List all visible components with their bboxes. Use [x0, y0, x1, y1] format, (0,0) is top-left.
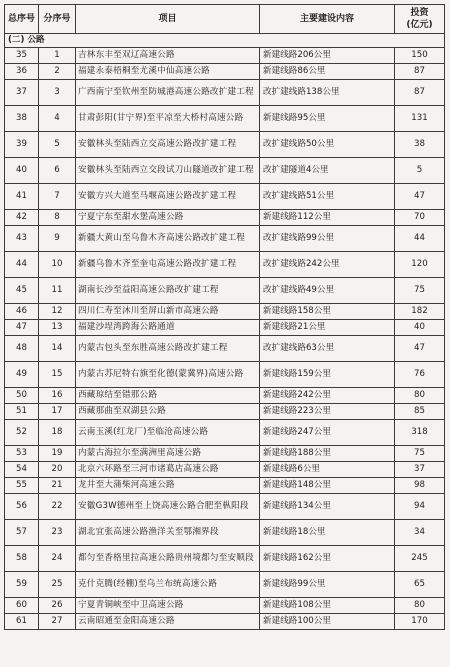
total-no-cell: 35 — [5, 48, 39, 64]
table-row — [5, 572, 445, 598]
project-name-cell: 西藏琼结至错那公路 — [76, 388, 260, 404]
total-no-cell: 54 — [5, 462, 39, 478]
content-cell: 新建线路148公里 — [260, 478, 395, 494]
investment-cell: 87 — [395, 80, 445, 106]
sub-no-cell: 14 — [39, 336, 76, 362]
sub-no-cell: 27 — [39, 614, 76, 630]
sub-no-cell: 8 — [39, 210, 76, 226]
content-cell: 新建线路134公里 — [260, 494, 395, 520]
content-cell: 改扩建线路50公里 — [260, 132, 395, 158]
investment-cell: 245 — [395, 546, 445, 572]
table-row — [5, 420, 445, 446]
investment-cell: 318 — [395, 420, 445, 446]
table-row — [5, 362, 445, 388]
investment-cell: 87 — [395, 64, 445, 80]
table-row — [5, 598, 445, 614]
total-no-cell: 47 — [5, 320, 39, 336]
project-name-cell: 新疆乌鲁木齐至奎屯高速公路改扩建工程 — [76, 252, 260, 278]
table-row — [5, 614, 445, 630]
content-cell: 新建线路95公里 — [260, 106, 395, 132]
sub-no-cell: 1 — [39, 48, 76, 64]
content-cell: 新建线路18公里 — [260, 520, 395, 546]
investment-cell: 80 — [395, 388, 445, 404]
project-name-cell: 内蒙古包头至东胜高速公路改扩建工程 — [76, 336, 260, 362]
content-cell: 新建线路247公里 — [260, 420, 395, 446]
sub-no-cell: 17 — [39, 404, 76, 420]
project-name-cell: 宁夏青铜峡至中卫高速公路 — [76, 598, 260, 614]
investment-cell: 65 — [395, 572, 445, 598]
header-total-no: 总序号 — [5, 5, 39, 34]
content-cell: 新建线路6公里 — [260, 462, 395, 478]
project-name-cell: 北京六环路至三河市诸葛店高速公路 — [76, 462, 260, 478]
table-row — [5, 80, 445, 106]
content-cell: 新建线路86公里 — [260, 64, 395, 80]
table-header-row — [5, 5, 445, 34]
sub-no-cell: 16 — [39, 388, 76, 404]
table-row — [5, 404, 445, 420]
table-row — [5, 520, 445, 546]
content-cell: 改扩建线路242公里 — [260, 252, 395, 278]
sub-no-cell: 7 — [39, 184, 76, 210]
content-cell: 新建线路99公里 — [260, 572, 395, 598]
project-name-cell: 内蒙古苏尼特右旗至化德(蒙冀界)高速公路 — [76, 362, 260, 388]
content-cell: 新建线路159公里 — [260, 362, 395, 388]
investment-cell: 40 — [395, 320, 445, 336]
content-cell: 改扩建线路99公里 — [260, 226, 395, 252]
table-row — [5, 304, 445, 320]
table-row — [5, 48, 445, 64]
content-cell: 新建线路188公里 — [260, 446, 395, 462]
total-no-cell: 40 — [5, 158, 39, 184]
sub-no-cell: 18 — [39, 420, 76, 446]
sub-no-cell: 23 — [39, 520, 76, 546]
table-row — [5, 336, 445, 362]
table-row — [5, 132, 445, 158]
project-name-cell: 四川仁寿至沐川至屏山新市高速公路 — [76, 304, 260, 320]
total-no-cell: 44 — [5, 252, 39, 278]
section-row — [5, 34, 445, 48]
investment-cell: 76 — [395, 362, 445, 388]
total-no-cell: 56 — [5, 494, 39, 520]
sub-no-cell: 21 — [39, 478, 76, 494]
investment-cell: 94 — [395, 494, 445, 520]
project-table — [4, 4, 445, 630]
investment-cell: 38 — [395, 132, 445, 158]
project-name-cell: 安徽林头至陆西立交高速公路改扩建工程 — [76, 132, 260, 158]
total-no-cell: 45 — [5, 278, 39, 304]
table-row — [5, 278, 445, 304]
total-no-cell: 36 — [5, 64, 39, 80]
investment-cell: 47 — [395, 184, 445, 210]
content-cell: 新建线路100公里 — [260, 614, 395, 630]
project-name-cell: 吉林东丰至双辽高速公路 — [76, 48, 260, 64]
sub-no-cell: 19 — [39, 446, 76, 462]
investment-cell: 131 — [395, 106, 445, 132]
sub-no-cell: 5 — [39, 132, 76, 158]
table-row — [5, 546, 445, 572]
table-row — [5, 64, 445, 80]
sub-no-cell: 25 — [39, 572, 76, 598]
investment-cell: 85 — [395, 404, 445, 420]
sub-no-cell: 13 — [39, 320, 76, 336]
total-no-cell: 59 — [5, 572, 39, 598]
total-no-cell: 52 — [5, 420, 39, 446]
table-row — [5, 252, 445, 278]
project-name-cell: 云南玉溪(红龙厂)至临沧高速公路 — [76, 420, 260, 446]
total-no-cell: 58 — [5, 546, 39, 572]
content-cell: 改扩建线路138公里 — [260, 80, 395, 106]
header-content: 主要建设内容 — [260, 5, 395, 34]
table-row — [5, 388, 445, 404]
sub-no-cell: 11 — [39, 278, 76, 304]
project-name-cell: 新疆大黄山至乌鲁木齐高速公路改扩建工程 — [76, 226, 260, 252]
content-cell: 新建线路223公里 — [260, 404, 395, 420]
project-name-cell: 龙井至大蒲柴河高速公路 — [76, 478, 260, 494]
total-no-cell: 39 — [5, 132, 39, 158]
total-no-cell: 49 — [5, 362, 39, 388]
table-row — [5, 462, 445, 478]
project-name-cell: 安徽G3W德州至上饶高速公路合肥至枞阳段 — [76, 494, 260, 520]
total-no-cell: 37 — [5, 80, 39, 106]
document-page — [4, 4, 444, 663]
total-no-cell: 55 — [5, 478, 39, 494]
investment-cell: 75 — [395, 446, 445, 462]
investment-cell: 98 — [395, 478, 445, 494]
table-row — [5, 446, 445, 462]
investment-cell: 5 — [395, 158, 445, 184]
project-name-cell: 福建沙埕湾跨海公路通道 — [76, 320, 260, 336]
table-row — [5, 494, 445, 520]
content-cell: 改扩建线路51公里 — [260, 184, 395, 210]
investment-cell: 80 — [395, 598, 445, 614]
content-cell: 新建线路162公里 — [260, 546, 395, 572]
sub-no-cell: 26 — [39, 598, 76, 614]
content-cell: 新建线路206公里 — [260, 48, 395, 64]
table-row — [5, 158, 445, 184]
table-row — [5, 184, 445, 210]
sub-no-cell: 4 — [39, 106, 76, 132]
sub-no-cell: 20 — [39, 462, 76, 478]
table-row — [5, 106, 445, 132]
total-no-cell: 57 — [5, 520, 39, 546]
total-no-cell: 38 — [5, 106, 39, 132]
total-no-cell: 42 — [5, 210, 39, 226]
investment-cell: 150 — [395, 48, 445, 64]
total-no-cell: 61 — [5, 614, 39, 630]
total-no-cell: 46 — [5, 304, 39, 320]
project-name-cell: 克什克腾(经棚)至乌兰布统高速公路 — [76, 572, 260, 598]
investment-cell: 44 — [395, 226, 445, 252]
sub-no-cell: 2 — [39, 64, 76, 80]
total-no-cell: 60 — [5, 598, 39, 614]
total-no-cell: 53 — [5, 446, 39, 462]
project-name-cell: 广西南宁至钦州至防城港高速公路改扩建工程 — [76, 80, 260, 106]
total-no-cell: 51 — [5, 404, 39, 420]
sub-no-cell: 15 — [39, 362, 76, 388]
table-row — [5, 478, 445, 494]
total-no-cell: 43 — [5, 226, 39, 252]
sub-no-cell: 10 — [39, 252, 76, 278]
header-investment-label: 投资 — [410, 8, 429, 18]
header-project: 项目 — [76, 5, 260, 34]
investment-cell: 37 — [395, 462, 445, 478]
content-cell: 改扩建隧道4公里 — [260, 158, 395, 184]
project-name-cell: 湖北宜张高速公路渔洋关至鄂湘界段 — [76, 520, 260, 546]
project-name-cell: 西藏那曲至双湖县公路 — [76, 404, 260, 420]
project-name-cell: 湖南长沙至益阳高速公路改扩建工程 — [76, 278, 260, 304]
project-name-cell: 甘肃彭阳(甘宁界)至平凉至大桥村高速公路 — [76, 106, 260, 132]
content-cell: 新建线路108公里 — [260, 598, 395, 614]
content-cell: 新建线路112公里 — [260, 210, 395, 226]
sub-no-cell: 9 — [39, 226, 76, 252]
investment-cell: 70 — [395, 210, 445, 226]
table-row — [5, 226, 445, 252]
sub-no-cell: 12 — [39, 304, 76, 320]
header-investment — [395, 5, 445, 34]
table-row — [5, 320, 445, 336]
project-name-cell: 内蒙古海拉尔至满洲里高速公路 — [76, 446, 260, 462]
sub-no-cell: 24 — [39, 546, 76, 572]
project-name-cell: 宁夏宁东至甜水堡高速公路 — [76, 210, 260, 226]
project-name-cell: 安徽方兴大道至马堰高速公路改扩建工程 — [76, 184, 260, 210]
investment-cell: 120 — [395, 252, 445, 278]
content-cell: 改扩建线路49公里 — [260, 278, 395, 304]
sub-no-cell: 6 — [39, 158, 76, 184]
sub-no-cell: 22 — [39, 494, 76, 520]
project-name-cell: 福建永泰梧桐至尤溪中仙高速公路 — [76, 64, 260, 80]
total-no-cell: 48 — [5, 336, 39, 362]
project-name-cell: 云南昭通至金阳高速公路 — [76, 614, 260, 630]
project-name-cell: 安徽林头至陆西立交段试刀山隧道改扩建工程 — [76, 158, 260, 184]
header-investment-unit: (亿元) — [406, 20, 433, 30]
total-no-cell: 50 — [5, 388, 39, 404]
total-no-cell: 41 — [5, 184, 39, 210]
investment-cell: 182 — [395, 304, 445, 320]
section-title: (二) 公路 — [5, 34, 445, 48]
content-cell: 新建线路242公里 — [260, 388, 395, 404]
content-cell: 新建线路158公里 — [260, 304, 395, 320]
project-name-cell: 都匀至香格里拉高速公路贵州境都匀至安顺段 — [76, 546, 260, 572]
table-row — [5, 210, 445, 226]
sub-no-cell: 3 — [39, 80, 76, 106]
content-cell: 改扩建线路63公里 — [260, 336, 395, 362]
investment-cell: 170 — [395, 614, 445, 630]
investment-cell: 34 — [395, 520, 445, 546]
investment-cell: 47 — [395, 336, 445, 362]
content-cell: 新建线路21公里 — [260, 320, 395, 336]
header-sub-no: 分序号 — [39, 5, 76, 34]
investment-cell: 75 — [395, 278, 445, 304]
